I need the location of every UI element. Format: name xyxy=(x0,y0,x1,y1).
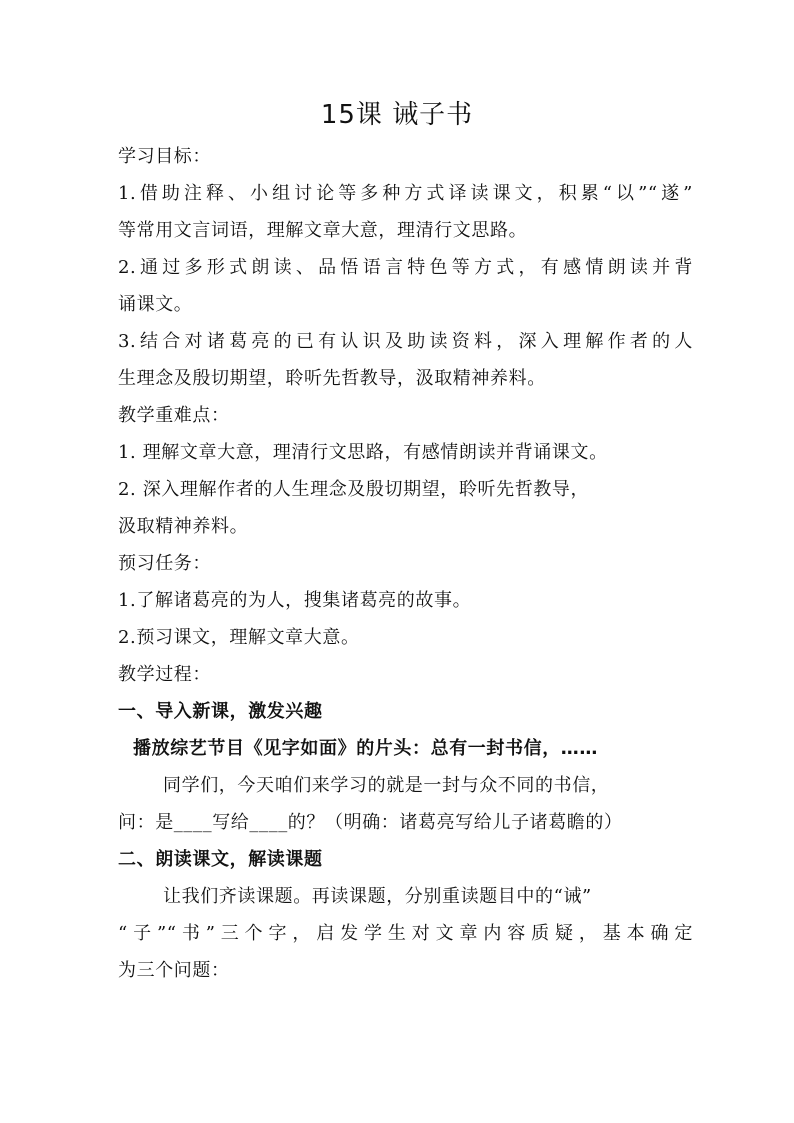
process-heading: 教学过程： xyxy=(118,664,211,685)
key-point-2-line-2: 汲取精神养料。 xyxy=(118,516,249,537)
objective-3-line-2: 生理念及殷切期望，聆听先哲教导，汲取精神养料。 xyxy=(118,368,546,389)
objective-2-line-2: 诵课文。 xyxy=(118,294,193,315)
preview-item-2: 2.预习课文，理解文章大意。 xyxy=(118,627,360,648)
objective-3-line-1: 3.结合对诸葛亮的已有认识及助读资料，深入理解作者的人 xyxy=(118,331,693,352)
preview-item-1: 1.了解诸葛亮的为人，搜集诸葛亮的故事。 xyxy=(118,590,472,611)
objectives-heading: 学习目标： xyxy=(118,146,211,167)
key-points-heading: 教学重难点： xyxy=(118,405,230,426)
section-2-line-2: “子”“书”三个字，启发学生对文章内容质疑，基本确定 xyxy=(118,923,693,944)
section-1-title: 一、导入新课，激发兴趣 xyxy=(118,701,323,722)
section-1-line-1: 播放综艺节目《见字如面》的片头：总有一封书信，…… xyxy=(133,738,598,759)
objective-1-line-2: 等常用文言词语，理解文章大意，理清行文思路。 xyxy=(118,220,528,241)
key-point-2-line-1: 2. 深入理解作者的人生理念及殷切期望，聆听先哲教导， xyxy=(118,479,590,500)
key-point-1: 1. 理解文章大意，理清行文思路，有感情朗读并背诵课文。 xyxy=(118,442,608,463)
section-1-line-2: 同学们，今天咱们来学习的就是一封与众不同的书信， xyxy=(163,775,610,796)
section-2-line-1: 让我们齐读课题。再读课题，分别重读题目中的“诫” xyxy=(163,886,592,907)
preview-heading: 预习任务： xyxy=(118,553,211,574)
objective-1-line-1: 1.借助注释、小组讨论等多种方式译读课文，积累“以”“遂” xyxy=(118,183,693,204)
section-2-title: 二、朗读课文，解读课题 xyxy=(118,849,323,870)
section-1-line-3: 问：是____写给____的？（明确：诸葛亮写给儿子诸葛瞻的） xyxy=(118,812,623,833)
objective-2-line-1: 2.通过多形式朗读、品悟语言特色等方式，有感情朗读并背 xyxy=(118,257,693,278)
page-title: 15课 诫子书 xyxy=(320,100,474,130)
section-2-line-3: 为三个问题： xyxy=(118,960,230,981)
